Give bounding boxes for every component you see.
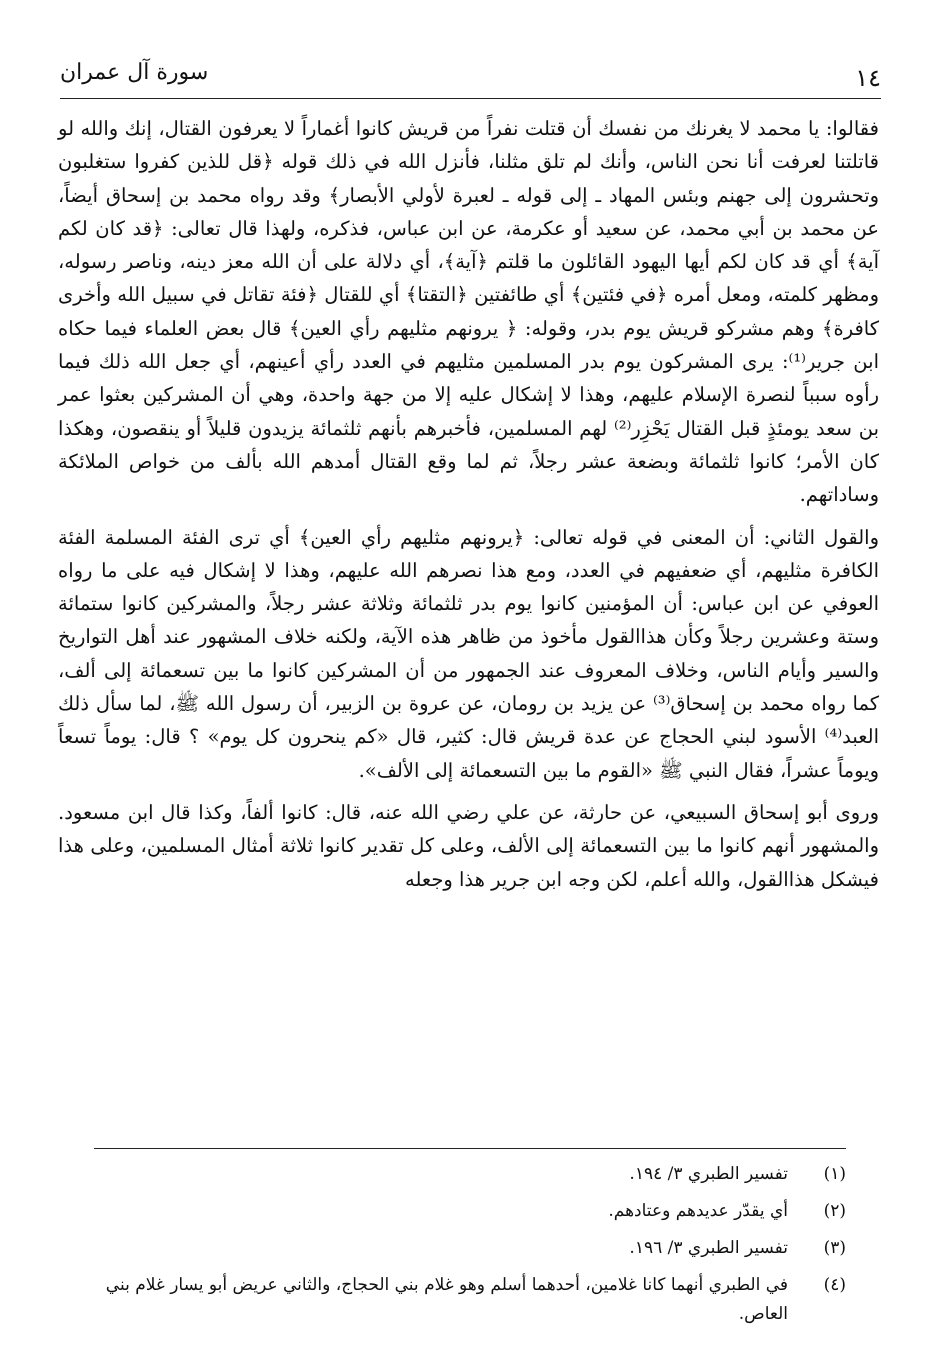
footnote (62, 1271, 846, 1329)
paragraph-text: وروى أبو إسحاق السبيعي، عن حارثة، عن علي رضي الله عنه، قال: كانوا ألفاً، وكذا قال ابن مسعود. والمشهور أنهم كانوا ما بين التسعمائة إلى الألف، وعلى كل تقدير كانوا ثلاثة أمثال المسلمين، وعلى هذا فيشكل هذاالقول، والله أعلم، لكن وجه ابن جرير هذا وجعله (58, 800, 879, 891)
paragraph (58, 521, 879, 787)
footnote-text: في الطبري أنهما كانا غلامين، أحدهما أسلم وهو غلام بني الحجاج، والثاني عريض أبو يسار غلام بني العاص. (105, 1275, 788, 1324)
footnote (62, 1160, 846, 1189)
paragraph-text: والقول الثاني: أن المعنى في قوله تعالى: ﴿يرونهم مثليهم رأي العين﴾ أي ترى الفئة المسلمة الفئة الكافرة مثليهم، أي ضعفيهم في العدد، ومع هذا نصرهم الله عليهم، وهذا لا إشكال فيه على ما رواه العوفي عن ابن عباس: أن المؤمنين كانوا يوم بدر ثلثمائة وثلاثة عشر رجلاً، والمشركين كانوا ستمائة وستة وعشرين رجلاً وكأن هذاالقول مأخوذ من ظاهر هذه الآية، ولكنه خلاف المشهور عند أهل التواريخ والسير وأيام الناس، وخلاف المعروف عند الجمهور من أن المشركين كانوا ما بين تسعمائة إلى ألف، كما رواه محمد بن إسحاق⁽³⁾ عن يزيد بن رومان، عن عروة بن الزبير، أن رسول الله ﷺ، لما سأل ذلك العبد⁽⁴⁾ الأسود لبني الحجاج عن عدة قريش قال: كثير، قال «كم ينحرون كل يوم» ؟ قال: يوماً تسعاً ويوماً عشراً، فقال النبي ﷺ «القوم ما بين التسعمائة إلى الألف». (58, 525, 879, 782)
footnote-text: تفسير الطبري ٣/ ١٩٦. (629, 1238, 788, 1258)
footnotes (62, 1160, 846, 1337)
main-text (58, 112, 879, 896)
footnote-number: (٢) (823, 1201, 846, 1221)
paragraph (58, 796, 879, 896)
footnote-text: أي يقدّر عديدهم وعتادهم. (608, 1201, 788, 1221)
paragraph (58, 112, 879, 512)
footnote-number: (٤) (823, 1275, 846, 1295)
footnote-number: (٣) (823, 1238, 846, 1258)
footnote (62, 1197, 846, 1226)
page-number: ١٤ (855, 64, 881, 92)
footnote-text: تفسير الطبري ٣/ ١٩٤. (629, 1164, 788, 1184)
footnote-separator (94, 1148, 846, 1149)
footnote (62, 1234, 846, 1263)
paragraph-text: فقالوا: يا محمد لا يغرنك من نفسك أن قتلت نفراً من قريش كانوا أغماراً لا يعرفون القتال، إنك والله لو قاتلتنا لعرفت أنا نحن الناس، وأنك لم تلق مثلنا، فأنزل الله في ذلك قوله ﴿قل للذين كفروا ستغلبون وتحشرون إلى جهنم وبئس المهاد ـ إلى قوله ـ لعبرة لأولي الأبصار﴾ وقد رواه محمد بن إسحاق أيضاً، عن محمد بن أبي محمد، عن سعيد أو عكرمة، عن ابن عباس، فذكره، ولهذا قال تعالى: ﴿قد كان لكم آية﴾ أي قد كان لكم أيها اليهود القائلون ما قلتم ﴿آية﴾، أي دلالة على أن الله معز دينه، وناصر رسوله، ومظهر كلمته، ومعل أمره ﴿في فئتين﴾ أي طائفتين ﴿التقتا﴾ أي للقتال ﴿فئة تقاتل في سبيل الله وأخرى كافرة﴾ وهم مشركو قريش يوم بدر، وقوله: ﴿ يرونهم مثليهم رأي العين﴾ قال بعض العلماء فيما حكاه ابن جرير⁽¹⁾: يرى المشركون يوم بدر المسلمين مثليهم في العدد رأي أعينهم، أي جعل الله ذلك فيما رأوه سبباً لنصرة الإسلام عليهم، وهذا لا إشكال عليه إلا من جهة واحدة، وهي أن المشركين بعثوا عمر بن سعد يومئذٍ قبل القتال يَحْزِر⁽²⁾ لهم المسلمين، فأخبرهم بأنهم ثلثمائة يزيدون قليلاً أو ينقصون، وهكذا كان الأمر؛ كانوا ثلثمائة وبضعة عشر رجلاً، ثم لما وقع القتال أمدهم الله بألف من خواص الملائكة وساداتهم. (58, 117, 879, 507)
running-title: سورة آل عمران (60, 60, 209, 85)
footnote-number: (١) (823, 1164, 846, 1184)
page-header (60, 58, 881, 99)
